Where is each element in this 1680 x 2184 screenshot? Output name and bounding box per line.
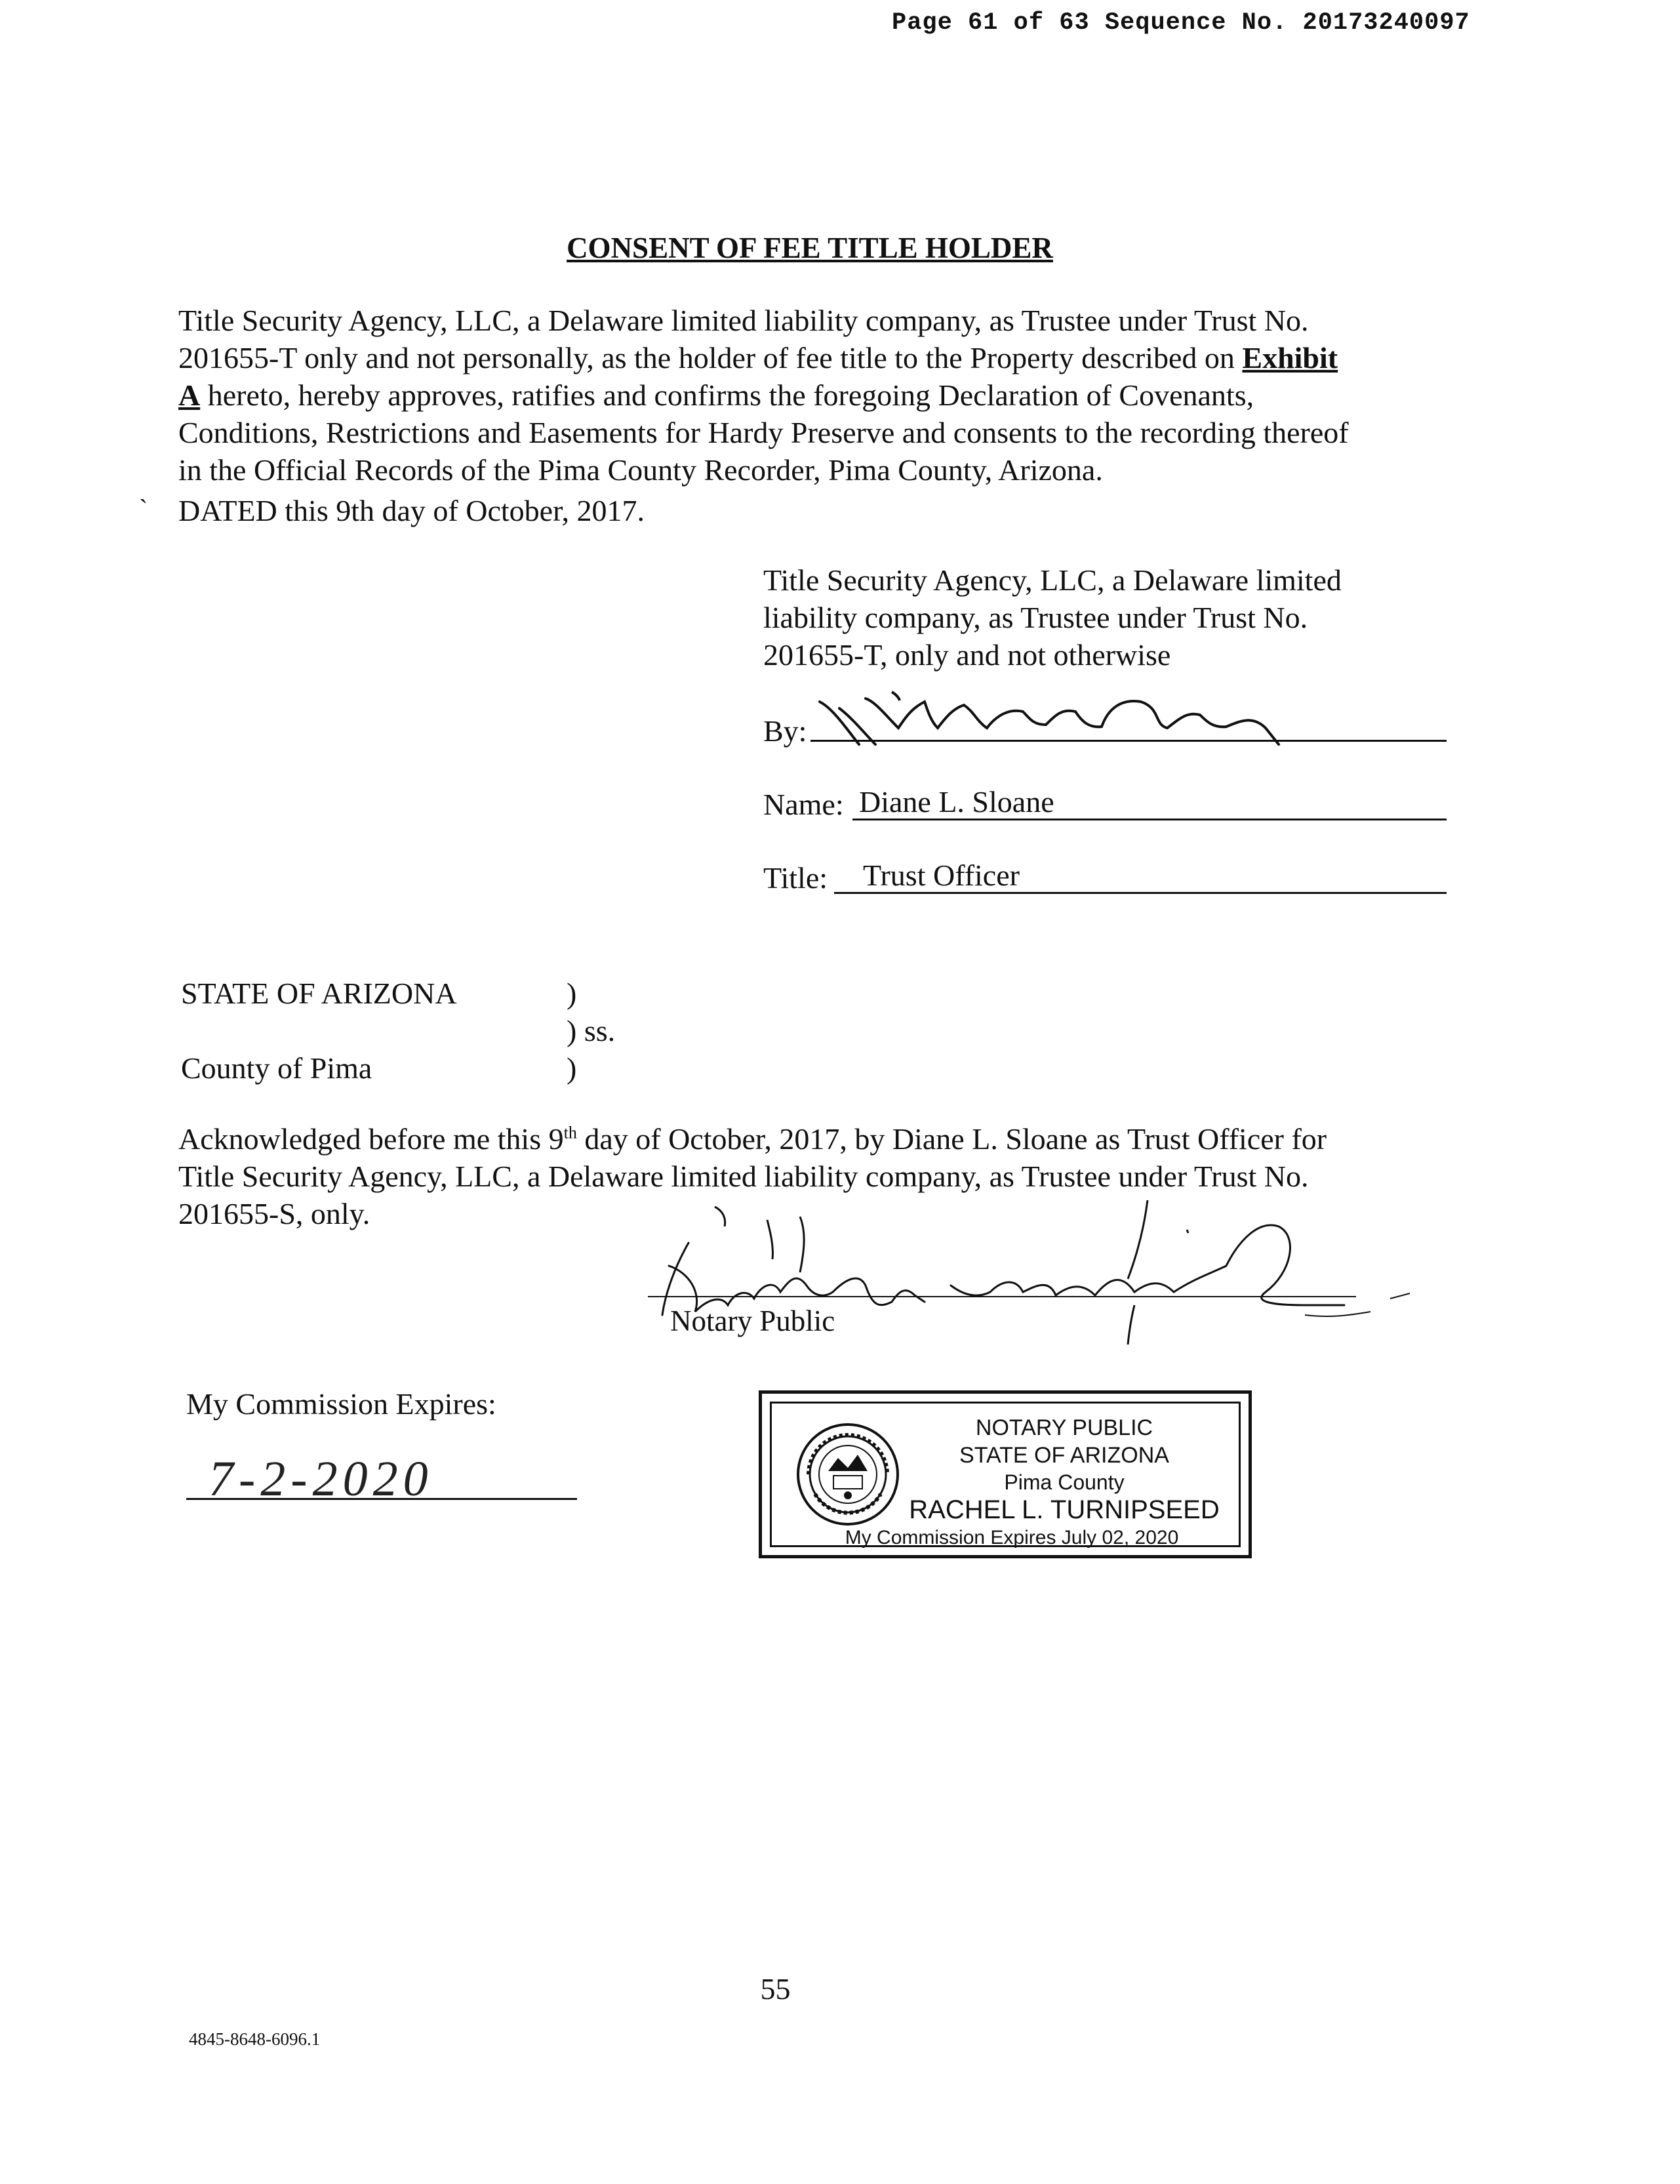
notary-signature-line (648, 1296, 1356, 1297)
stamp-commission-expiry: My Commission Expires July 02, 2020 (845, 1527, 1179, 1548)
name-label: Name: (763, 788, 844, 821)
ack-line-2: Title Security Agency, LLC, a Delaware limited liability company, as Trustee under Trust No. (178, 1160, 1309, 1193)
dated-line: DATED this 9th day of October, 2017. (178, 494, 645, 527)
document-title: CONSENT OF FEE TITLE HOLDER (567, 232, 1053, 264)
page-number: 55 (760, 1972, 791, 2006)
ack-line-1 (178, 1120, 1464, 1158)
ack-line-1-pre: Acknowledged before me this 9 (178, 1122, 564, 1156)
county-label: County of Pima (181, 1051, 372, 1085)
body-line-2 (178, 339, 1450, 376)
ack-line-3: 201655-S, only. (178, 1197, 370, 1230)
commission-line (186, 1498, 577, 1500)
title-label: Title: (763, 861, 828, 895)
title-line (834, 892, 1447, 894)
consent-paragraph (178, 302, 1450, 489)
page-sequence-header: Page 61 of 63 Sequence No. 20173240097 (892, 9, 1470, 37)
exhibit-letter: A (178, 378, 201, 412)
name-line (852, 819, 1447, 820)
document-id: 4845-8648-6096.1 (189, 2029, 321, 2049)
by-label: By: (763, 714, 807, 748)
stamp-notary-name: RACHEL L. TURNIPSEED (909, 1495, 1220, 1524)
body-line-4: Conditions, Restrictions and Easements for Hardy Preserve and consents to the recording thereof (178, 416, 1349, 449)
stamp-county: Pima County (1004, 1470, 1125, 1494)
state-paren: ) (567, 977, 577, 1010)
trust-officer-signature (813, 682, 1285, 754)
stamp-state: STATE OF ARIZONA (959, 1443, 1169, 1468)
trustee-line-3: 201655-T, only and not otherwise (763, 638, 1171, 672)
county-paren: ) (567, 1051, 577, 1085)
trustee-line-2: liability company, as Trustee under Trust No. (763, 601, 1308, 634)
title-value: Trust Officer (863, 859, 1020, 892)
trustee-line-1: Title Security Agency, LLC, a Delaware limited (763, 563, 1342, 597)
notary-public-label: Notary Public (670, 1304, 835, 1337)
stray-mark: ` (139, 494, 148, 523)
ack-line-1-post: day of October, 2017, by Diane L. Sloane as Trust Officer for (576, 1122, 1327, 1156)
body-line-1: Title Security Agency, LLC, a Delaware limited liability company, as Trustee under Trust No. (178, 304, 1309, 337)
body-line-2-text: 201655-T only and not personally, as the holder of fee title to the Property described on (178, 341, 1243, 374)
ss-marker: ) ss. (567, 1014, 616, 1047)
notary-stamp (759, 1390, 1252, 1558)
body-line-5: in the Official Records of the Pima County Recorder, Pima County, Arizona. (178, 453, 1103, 487)
body-line-3-text: hereto, hereby approves, ratifies and confirms the foregoing Declaration of Covenants, (200, 378, 1254, 412)
ack-ordinal: th (563, 1123, 577, 1143)
stamp-title: NOTARY PUBLIC (975, 1415, 1153, 1440)
notary-stamp-inner-border (770, 1402, 1241, 1547)
name-value: Diane L. Sloane (859, 785, 1054, 819)
state-label: STATE OF ARIZONA (181, 977, 457, 1010)
arizona-state-seal-icon (795, 1422, 900, 1527)
exhibit-reference: Exhibit (1242, 341, 1338, 374)
commission-expiry-handwritten: 7-2-2020 (209, 1451, 433, 1507)
body-line-3 (178, 376, 1450, 414)
trustee-block (763, 561, 1342, 674)
commission-expires-label: My Commission Expires: (186, 1387, 496, 1421)
